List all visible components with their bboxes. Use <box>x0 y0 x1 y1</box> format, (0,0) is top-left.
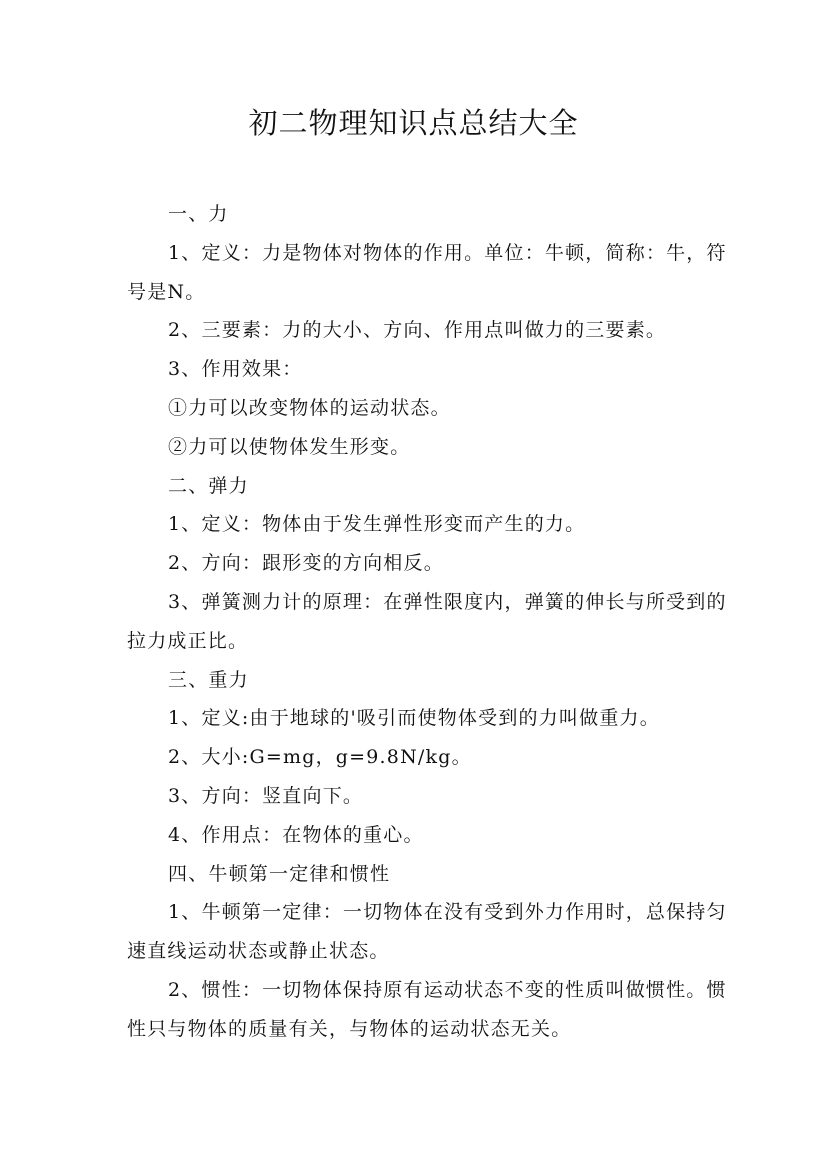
paragraph-force-effect-deformation: ②力可以使物体发生形变。 <box>168 435 411 458</box>
paragraph-gravity-application-point: 4、作用点：在物体的重心。 <box>168 823 424 846</box>
paragraph-elastic-direction: 2、方向：跟形变的方向相反。 <box>168 552 444 575</box>
heading-force: 一、力 <box>168 203 229 225</box>
paragraph-inertia: 2、惯性：一切物体保持原有运动状态不变的性质叫做惯性。惯性只与物体的质量有关，与物体的运动状态无关。 <box>127 978 727 1040</box>
heading-gravity: 三、重力 <box>168 668 249 691</box>
paragraph-gravity-definition: 1、定义:由于地球的'吸引而使物体受到的力叫做重力。 <box>168 707 660 730</box>
paragraph-spring-scale-principle: 3、弹簧测力计的原理：在弹性限度内，弹簧的伸长与所受到的拉力成正比。 <box>127 590 727 652</box>
paragraph-newtons-first-law: 1、牛顿第一定律：一切物体在没有受到外力作用时，总保持匀速直线运动状态或静止状态。 <box>127 901 727 963</box>
paragraph-gravity-magnitude: 2、大小:G=mg，g=9.8N/kg。 <box>168 746 472 769</box>
heading-newtons-first-law-and-inertia: 四、牛顿第一定律和惯性 <box>168 862 391 885</box>
document-body <box>127 195 727 1049</box>
paragraph-force-definition: 1、定义：力是物体对物体的作用。单位：牛顿，简称：牛，符号是N。 <box>127 241 727 303</box>
paragraph-gravity-direction: 3、方向：竖直向下。 <box>168 784 364 807</box>
paragraph-elastic-definition: 1、定义：物体由于发生弹性形变而产生的力。 <box>168 513 586 536</box>
document-title: 初二物理知识点总结大全 <box>248 106 579 140</box>
paragraph-force-elements: 2、三要素：力的大小、方向、作用点叫做力的三要素。 <box>168 319 667 342</box>
paragraph-force-effect-motion: ①力可以改变物体的运动状态。 <box>168 396 451 419</box>
paragraph-force-effects: 3、作用效果： <box>168 358 303 381</box>
heading-elastic-force: 二、弹力 <box>168 474 249 497</box>
